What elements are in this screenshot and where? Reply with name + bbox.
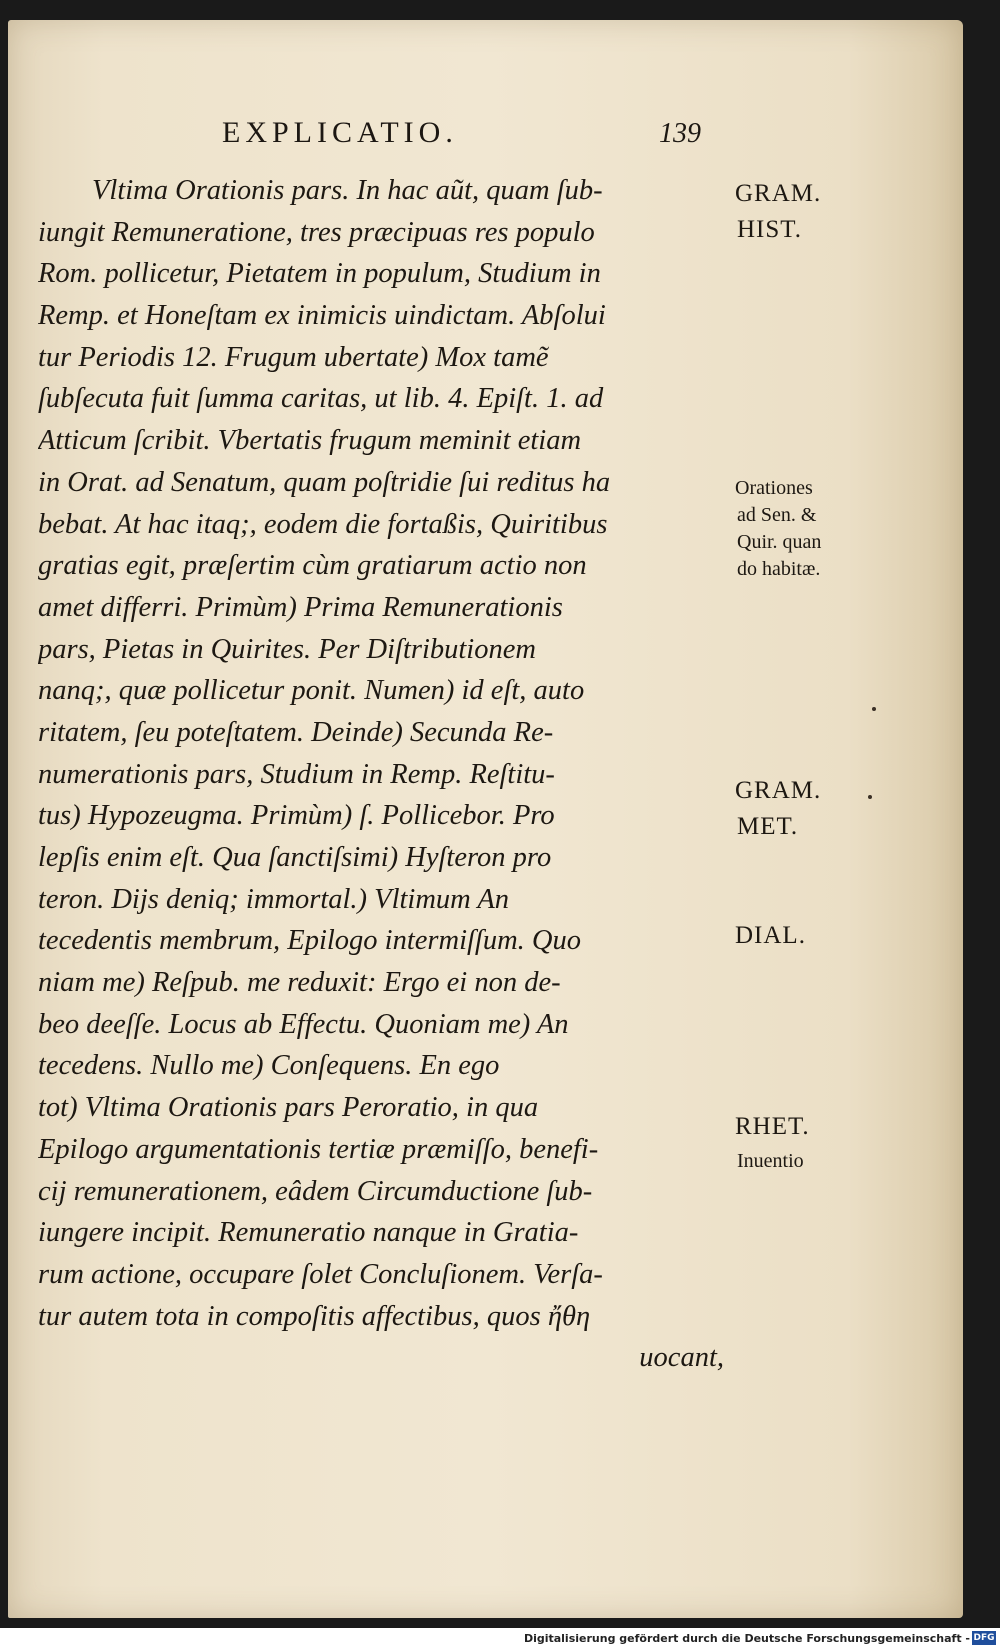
text-line: bebat. At hac itaq;, eodem die fortaßis, Quiritibus xyxy=(38,508,608,540)
page-number: 139 xyxy=(659,118,701,149)
margin-note-rhet: RHET. xyxy=(735,1113,810,1140)
text-line: nanq;, quæ pollicetur ponit. Numen) id eſt, auto xyxy=(38,675,585,707)
text-line: numerationis pars, Studium in Remp. Reſtitu- xyxy=(38,758,555,790)
margin-note-hist: HIST. xyxy=(737,216,802,243)
text-line: niam me) Reſpub. me reduxit: Ergo ei non de- xyxy=(38,967,561,999)
margin-note-inuentio: Inuentio xyxy=(737,1150,804,1172)
text-line: tecedens. Nullo me) Conſequens. En ego xyxy=(38,1050,500,1082)
margin-note-ad-sen: ad Sen. & xyxy=(737,504,817,526)
text-line: Vltima Orationis pars. In hac aũt, quam ſub- xyxy=(92,175,603,206)
text-line: amet differri. Primùm) Prima Remunerationis xyxy=(38,591,563,623)
margin-note-orationes: Orationes xyxy=(735,477,813,499)
margin-note-gram: GRAM. xyxy=(735,180,822,207)
margin-note-met: MET. xyxy=(737,813,799,840)
text-line: iungit Remuneratione, tres præcipuas res populo xyxy=(38,216,595,248)
text-line: tus) Hypozeugma. Primùm) ſ. Pollicebor. Pro xyxy=(38,800,555,832)
ink-speck xyxy=(868,795,872,799)
text-line: cij remunerationem, eâdem Circumductione ſub- xyxy=(38,1175,593,1207)
text-line: tot) Vltima Orationis pars Peroratio, in qua xyxy=(38,1092,539,1124)
text-line: tur autem tota in compoſitis affectibus, quos ἤθη xyxy=(38,1300,591,1332)
text-line: Atticum ſcribit. Vbertatis frugum meminit etiam xyxy=(38,425,582,457)
margin-note-gram-2: GRAM. xyxy=(735,777,822,804)
text-line: Epilogo argumentationis tertiæ præmiſſo, benefi- xyxy=(38,1133,599,1165)
ink-speck xyxy=(872,707,876,711)
text-line: tecedentis membrum, Epilogo intermiſſum. Quo xyxy=(38,925,582,957)
running-title: EXPLICATIO. xyxy=(222,116,458,149)
margin-note-quir: Quir. quan xyxy=(737,531,822,553)
text-line: gratias egit, præſertim cùm gratiarum actio non xyxy=(38,550,587,582)
text-line: teron. Dijs deniq; immortal.) Vltimum An xyxy=(38,883,510,915)
margin-note-habitae: do habitæ. xyxy=(737,558,821,580)
text-line: tur Periodis 12. Frugum ubertate) Mox tamẽ xyxy=(38,341,549,373)
margin-note-dial: DIAL. xyxy=(735,922,806,949)
text-line: ritatem, ſeu poteſtatem. Deinde) Secunda Re- xyxy=(38,716,554,748)
main-text-block xyxy=(38,170,728,1379)
catchword: uocant, xyxy=(639,1342,724,1374)
text-line: rum actione, occupare ſolet Concluſionem. Verſa- xyxy=(38,1258,603,1290)
text-line: Rom. pollicetur, Pietatem in populum, Studium in xyxy=(38,258,601,290)
digitization-credit: Digitalisierung gefördert durch die Deutsche Forschungsgemeinschaft - xyxy=(523,1632,970,1645)
text-line: in Orat. ad Senatum, quam poſtridie ſui reditus ha xyxy=(38,466,611,498)
text-line: pars, Pietas in Quirites. Per Diſtributionem xyxy=(38,633,536,665)
text-line: lepſis enim eſt. Qua ſanctiſsimi) Hyſteron pro xyxy=(38,842,552,873)
dfg-logo-icon: DFG xyxy=(973,1633,995,1643)
text-line: Remp. et Honeſtam ex inimicis uindictam. Abſolui xyxy=(38,300,606,332)
text-line: beo deeſſe. Locus ab Effectu. Quoniam me) An xyxy=(38,1008,569,1040)
text-line: iungere incipit. Remuneratio nanque in Gratia- xyxy=(38,1217,579,1249)
text-line: ſubſecuta fuit ſumma caritas, ut lib. 4. Epiſt. 1. ad xyxy=(38,383,604,415)
